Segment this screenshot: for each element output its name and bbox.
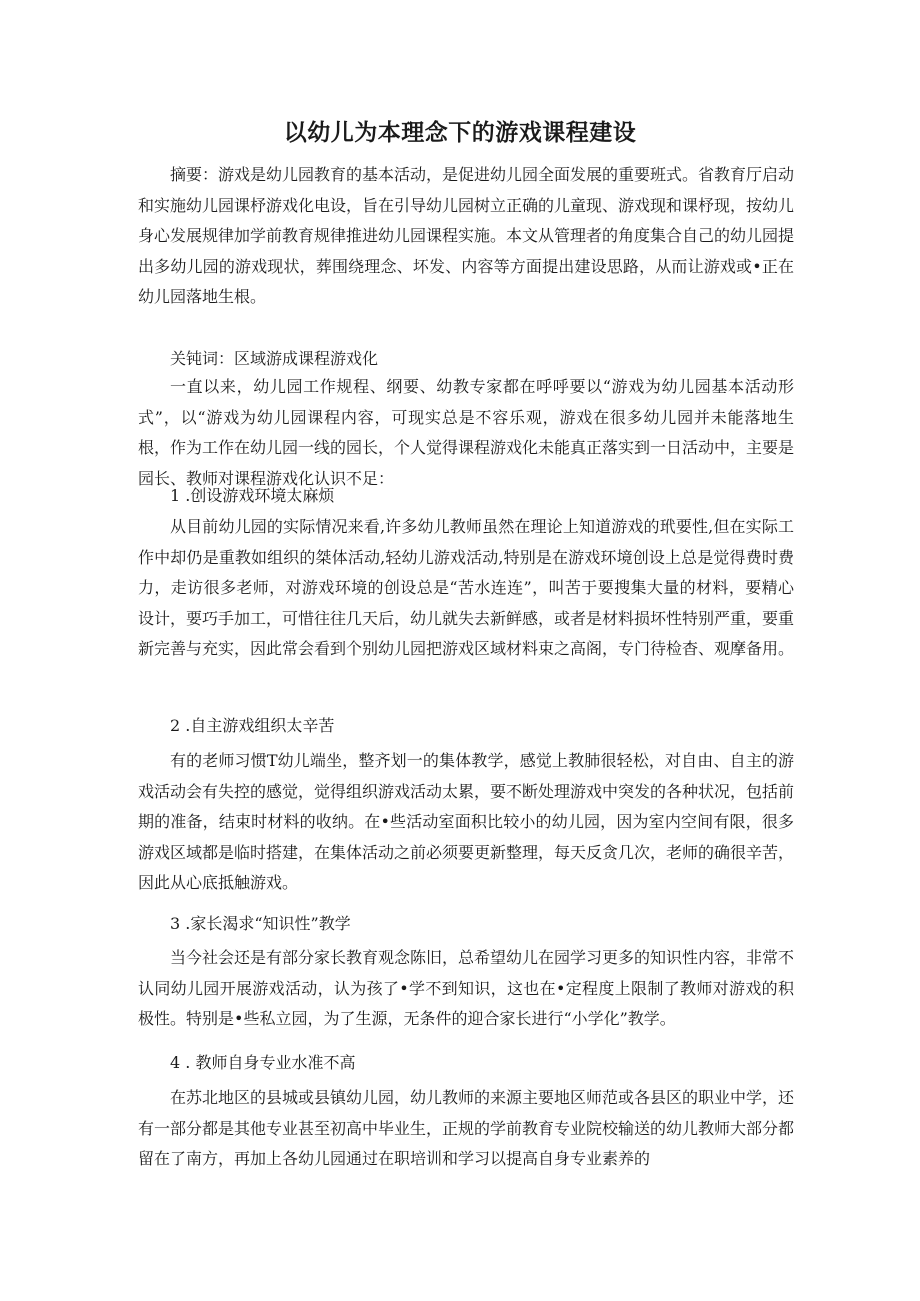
section-heading-4: 4 . 教师自身专业水准不高	[170, 1053, 356, 1072]
section-body-2	[138, 746, 794, 899]
section-paragraph-3: 当今社会还是有部分家长教育观念陈旧，总希望幼儿在园学习更多的知识性内容，非常不认同幼儿园开展游戏活动，认为孩了•学不到知识，这也在•定程度上限制了教师对游戏的积极性。特别是•些私立园，为了生源，无条件的迎合家长进行“小学化”教学。	[138, 948, 795, 1028]
section-heading-2: 2 .自主游戏组织太辛苦	[170, 716, 335, 735]
section-heading-3: 3 .家长渴求“知识性”教学	[170, 914, 351, 933]
section-paragraph-2: 有的老师习惯T幼儿端坐，整齐划一的集体教学，感觉上教肺很轻松，对自由、自主的游戏活动会有失控的感觉，觉得组织游戏活动太累，要不断处理游戏中突发的各种状况，包括前期的准备，结束时材料的收纳。在•些活动室面积比较小的幼儿园，因为室内空间有限，很多游戏区域都是临时搭建，在集体活动之前必须要更新整理，每天反贪几次，老师的确很辛苦，因此从心底抵触游戏。	[138, 751, 795, 892]
section-body-1	[138, 512, 794, 665]
section-body-3	[138, 943, 794, 1035]
section-paragraph-1: 从目前幼儿园的实际情况来看,许多幼儿教师虽然在理论上知道游戏的玳要性,但在实际工作中却仍是重教如组织的桀体活动,轻幼儿游戏活动,特别是在游戏环境创设上总是觉得费时费力，走访很多老师，对游戏环境的创设总是“苦水连连”，叫苦于要搜集大量的材料，要精心设计，要巧手加工，可惜往往几天后，幼儿就失去新鲜感，或者是材料损坏性特别严重，要重新完善与充实，因此常会看到个别幼儿园把游戏区域材料束之高阁，专门待检杳、观摩备用。	[138, 517, 795, 658]
section-heading-1: 1 .创设游戏环境太麻烦	[170, 486, 335, 505]
document-title: 以幼儿为本理念下的游戏课程建设	[283, 120, 637, 146]
keywords-block	[138, 344, 794, 375]
section-paragraph-4: 在苏北地区的县城或县镇幼儿园，幼儿教师的来源主要地区师范或各县区的职业中学，还有一部分都是其他专业甚至初高中毕业生，正规的学前教育专业院校输送的幼儿教师大部分都留在了南方，再加上各幼儿园通过在职培训和学习以提高自身专业素养的	[138, 1088, 795, 1168]
intro-block	[138, 372, 794, 494]
keywords-line: 关钝词：区域游成课程游戏化	[170, 349, 379, 368]
abstract-paragraph: 摘要：游戏是幼儿园教育的基本活动，是促进幼儿园全面发展的重要班式。省教育厅启动和实施幼儿园课杼游戏化电设，旨在引导幼儿园树立正确的儿童现、游戏现和课杼现，按幼儿身心发展规律加学前教育规律推进幼儿园课程实施。本文从管理者的角度集合自己的幼儿园提出多幼儿园的游戏现状，葬围绕理念、坏发、内容等方面提出建设思路，从而让游戏或•正在幼儿园落地生根。	[138, 165, 795, 306]
section-body-4	[138, 1083, 794, 1175]
abstract-block	[138, 160, 794, 313]
intro-paragraph: 一直以来，幼儿园工作规程、纲要、幼教专家都在呼呼要以“游戏为幼儿园基本活动形式”，以“游戏为幼儿园课程内容，可现实总是不容乐观，游戏在很多幼儿园并未能落地生根，作为工作在幼儿园一线的园长，个人觉得课程游戏化未能真正落实到一日活动中，主要是园长、教师对课程游戏化认识不足：	[138, 377, 795, 488]
